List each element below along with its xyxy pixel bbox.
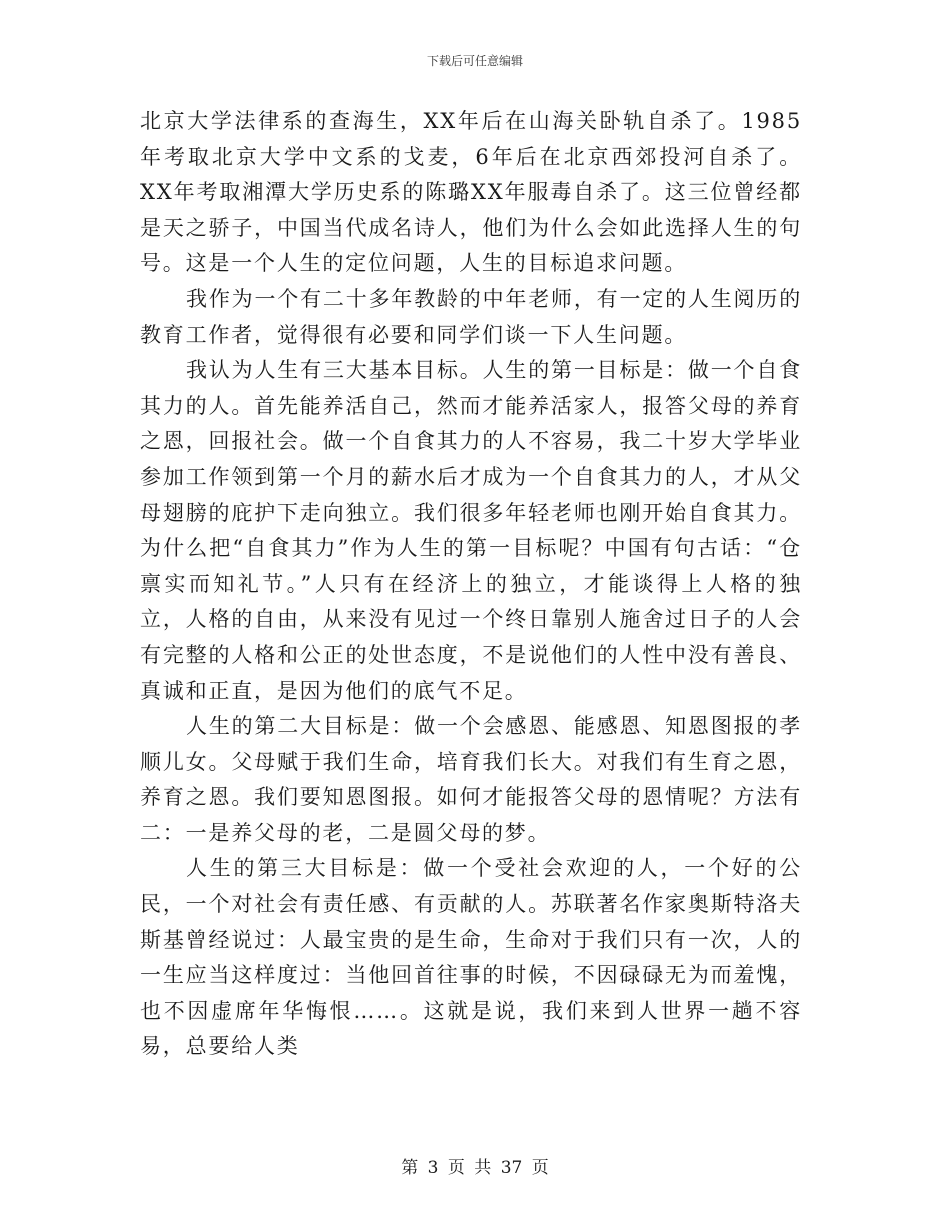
page-header: 下载后可任意编辑 bbox=[426, 54, 523, 68]
paragraph-5: 人生的第三大目标是：做一个受社会欢迎的人，一个好的公民，一个对社会有责任感、有贡献的人。苏联著名作家奥斯特洛夫斯基曾经说过：人最宝贵的是生命，生命对于我们只有一次，人的一生应当这样度过：当他回首往事的时候，不因碌碌无为而羞愧，也不因虚席年华悔恨……。这就是说，我们来到人世界一趟不容易，总要给人类 bbox=[140, 856, 802, 1059]
page-number-footer: 第 3 页 共 37 页 bbox=[401, 1158, 549, 1178]
paragraph-3: 我认为人生有三大基本目标。人生的第一目标是：做一个自食其力的人。首先能养活自己，然而才能养活家人，报答父母的养育之恩，回报社会。做一个自食其力的人不容易，我二十岁大学毕业参加工作领到第一个月的薪水后才成为一个自食其力的人，才从父母翅膀的庇护下走向独立。我们很多年轻老师也刚开始自食其力。为什么把“自食其力”作为人生的第一目标呢？中国有句古话：“仓禀实而知礼节。”人只有在经济上的独立，才能谈得上人格的独立，人格的自由，从来没有见过一个终日靠别人施舍过日子的人会有完整的人格和公正的处世态度，不是说他们的人性中没有善良、真诚和正直，是因为他们的底气不足。 bbox=[140, 358, 802, 703]
paragraph-1: 北京大学法律系的查海生，XX年后在山海关卧轨自杀了。1985年考取北京大学中文系的戈麦，6年后在北京西郊投河自杀了。XX年考取湘潭大学历史系的陈璐XX年服毒自杀了。这三位曾经都是天之骄子，中国当代成名诗人，他们为什么会如此选择人生的句号。这是一个人生的定位问题，人生的目标追求问题。 bbox=[140, 109, 802, 276]
document-body bbox=[140, 104, 802, 1065]
paragraph-4: 人生的第二大目标是：做一个会感恩、能感恩、知恩图报的孝顺儿女。父母赋于我们生命，培育我们长大。对我们有生育之恩，养育之恩。我们要知恩图报。如何才能报答父母的恩情呢？方法有二：一是养父母的老，二是圆父母的梦。 bbox=[140, 714, 802, 845]
paragraph-2: 我作为一个有二十多年教龄的中年老师，有一定的人生阅历的教育工作者，觉得很有必要和同学们谈一下人生问题。 bbox=[140, 286, 802, 347]
